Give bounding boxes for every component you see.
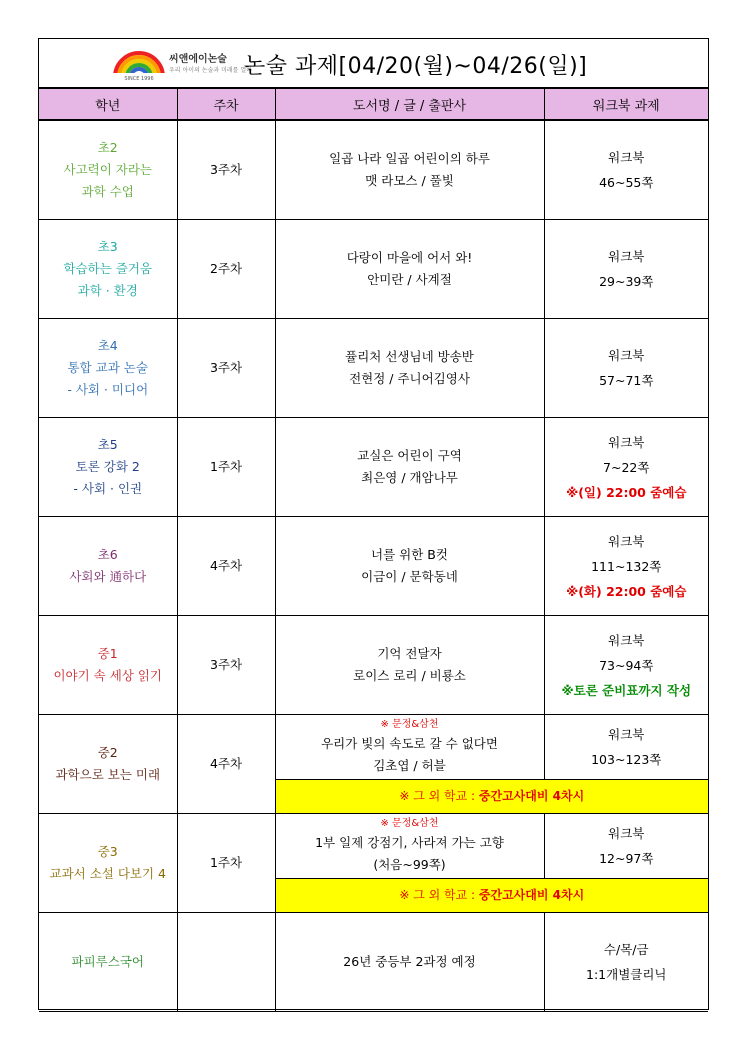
other-school-text: 중간고사대비 4차시 bbox=[478, 789, 585, 803]
workbook-cell bbox=[544, 913, 708, 1012]
workbook-line: 12~97쪽 bbox=[599, 851, 654, 866]
week-cell: 1주차 bbox=[177, 418, 275, 517]
book-line: 26년 중등부 2과정 예정 bbox=[343, 954, 476, 969]
grade-line: 초4 bbox=[97, 338, 118, 353]
book-line: 기억 전달자 bbox=[377, 646, 442, 661]
book-cell bbox=[275, 913, 544, 1012]
book-cell bbox=[275, 616, 544, 715]
workbook-line: 워크북 bbox=[608, 434, 645, 450]
header bbox=[39, 39, 708, 89]
workbook-note: ※토론 준비표까지 작성 bbox=[561, 682, 692, 698]
grade-cell bbox=[39, 319, 177, 418]
workbook-cell bbox=[544, 220, 708, 319]
table-row bbox=[39, 814, 708, 879]
book-line: 다랑이 마을에 어서 와! bbox=[346, 250, 473, 265]
page-title: 논술 과제[04/20(월)~04/26(일)] bbox=[244, 54, 588, 79]
workbook-cell bbox=[544, 814, 708, 879]
svg-text:SINCE 1996: SINCE 1996 bbox=[124, 76, 154, 82]
workbook-line: 워크북 bbox=[608, 727, 645, 742]
table-row bbox=[39, 517, 708, 616]
grade-line: 초6 bbox=[97, 547, 118, 562]
grade-line: 중2 bbox=[97, 745, 118, 760]
book-line: 너를 위한 B컷 bbox=[371, 547, 448, 562]
table-row bbox=[39, 418, 708, 517]
grade-line: 교과서 소설 다보기 4 bbox=[49, 866, 166, 881]
grade-cell bbox=[39, 616, 177, 715]
table-row bbox=[39, 616, 708, 715]
book-line: 퓰리처 선생님네 방송반 bbox=[345, 349, 474, 364]
table-row bbox=[39, 319, 708, 418]
workbook-line: 워크북 bbox=[608, 150, 645, 165]
grade-cell bbox=[39, 517, 177, 616]
other-school-cell bbox=[275, 780, 708, 814]
table-row bbox=[39, 715, 708, 780]
book-line: 맷 라모스 / 풀빛 bbox=[365, 173, 454, 188]
grade-cell bbox=[39, 913, 177, 1012]
table-row bbox=[39, 220, 708, 319]
grade-line: 초5 bbox=[97, 437, 118, 452]
logo-main-text: 씨앤에이논술 bbox=[169, 54, 227, 65]
workbook-cell bbox=[544, 319, 708, 418]
grade-line: 사고력이 자라는 bbox=[63, 162, 152, 177]
workbook-cell bbox=[544, 120, 708, 220]
grade-cell bbox=[39, 418, 177, 517]
workbook-line: 워크북 bbox=[608, 348, 645, 363]
grade-line: 초3 bbox=[97, 239, 118, 254]
grade-line: - 사회 · 미디어 bbox=[67, 382, 149, 397]
week-cell: 3주차 bbox=[177, 120, 275, 220]
book-line: (처음~99쪽) bbox=[373, 857, 446, 872]
document-frame bbox=[38, 38, 709, 1010]
grade-line: 과학 · 환경 bbox=[77, 283, 138, 298]
grade-cell bbox=[39, 120, 177, 220]
other-school-cell bbox=[275, 879, 708, 913]
workbook-line: 워크북 bbox=[608, 632, 645, 648]
book-cell bbox=[275, 517, 544, 616]
grade-line: 사회와 通하다 bbox=[69, 569, 147, 584]
week-cell: 4주차 bbox=[177, 517, 275, 616]
book-line: 일곱 나라 일곱 어린이의 하루 bbox=[329, 151, 490, 166]
workbook-line: 29~39쪽 bbox=[599, 274, 654, 289]
table-row bbox=[39, 913, 708, 1012]
week-cell: 3주차 bbox=[177, 616, 275, 715]
workbook-line: 103~123쪽 bbox=[591, 752, 662, 767]
grade-cell bbox=[39, 814, 177, 913]
workbook-line: 1:1개별클리닉 bbox=[586, 967, 667, 982]
assignment-table bbox=[39, 89, 708, 1012]
grade-line: 파피루스국어 bbox=[71, 954, 144, 969]
logo-sub-text: 우리 아이의 논술과 미래를 열다 bbox=[169, 67, 252, 74]
book-line: 1부 일제 강점기, 사라져 가는 고향 bbox=[315, 835, 504, 850]
grade-line: 통합 교과 논술 bbox=[67, 360, 148, 375]
workbook-line: 워크북 bbox=[608, 249, 645, 264]
grade-line: 과학으로 보는 미래 bbox=[55, 767, 161, 782]
rainbow-logo-icon bbox=[111, 43, 167, 83]
table-header-row bbox=[39, 89, 708, 120]
logo bbox=[111, 43, 252, 83]
other-school-text: 중간고사대비 4차시 bbox=[478, 888, 585, 902]
book-note: ※ 문정&삼천 bbox=[380, 818, 439, 829]
workbook-line: 워크북 bbox=[608, 533, 645, 549]
other-school-prefix: ※ 그 외 학교 : bbox=[399, 789, 479, 803]
book-cell bbox=[275, 814, 544, 879]
book-line: 최은영 / 개암나무 bbox=[361, 470, 458, 485]
grade-line: 학습하는 즐거움 bbox=[63, 261, 152, 276]
book-line: 이금이 / 문학동네 bbox=[361, 569, 458, 584]
workbook-cell bbox=[544, 517, 708, 616]
book-line: 교실은 어린이 구역 bbox=[357, 448, 462, 463]
grade-line: 초2 bbox=[97, 140, 118, 155]
book-cell bbox=[275, 220, 544, 319]
grade-line: 중1 bbox=[97, 646, 118, 661]
book-cell bbox=[275, 715, 544, 780]
grade-line: 과학 수업 bbox=[81, 184, 134, 199]
column-header-workbook: 워크북 과제 bbox=[544, 89, 708, 120]
workbook-line: 수/목/금 bbox=[603, 942, 649, 957]
book-line: 안미란 / 사계절 bbox=[367, 272, 452, 287]
grade-line: 토론 강화 2 bbox=[75, 459, 140, 474]
book-line: 김초엽 / 허블 bbox=[373, 758, 446, 773]
book-line: 우리가 빛의 속도로 갈 수 없다면 bbox=[321, 736, 498, 751]
book-note: ※ 문정&삼천 bbox=[380, 719, 439, 730]
column-header-grade: 학년 bbox=[39, 89, 177, 120]
workbook-line: 워크북 bbox=[608, 826, 645, 841]
week-cell: 3주차 bbox=[177, 319, 275, 418]
workbook-note: ※(일) 22:00 줌예습 bbox=[566, 484, 687, 500]
book-line: 로이스 로리 / 비룡소 bbox=[353, 668, 466, 683]
book-cell bbox=[275, 319, 544, 418]
workbook-line: 7~22쪽 bbox=[603, 459, 650, 475]
workbook-line: 57~71쪽 bbox=[599, 373, 654, 388]
column-header-week: 주차 bbox=[177, 89, 275, 120]
book-cell bbox=[275, 120, 544, 220]
workbook-cell bbox=[544, 616, 708, 715]
column-header-book: 도서명 / 글 / 출판사 bbox=[275, 89, 544, 120]
grade-line: 이야기 속 세상 읽기 bbox=[53, 668, 163, 683]
week-cell: 4주차 bbox=[177, 715, 275, 814]
grade-line: - 사회 · 인권 bbox=[73, 481, 143, 496]
workbook-line: 73~94쪽 bbox=[599, 657, 654, 673]
workbook-cell bbox=[544, 418, 708, 517]
week-cell: 1주차 bbox=[177, 814, 275, 913]
week-cell: 2주차 bbox=[177, 220, 275, 319]
workbook-line: 46~55쪽 bbox=[599, 175, 654, 190]
book-line: 전현정 / 주니어김영사 bbox=[349, 371, 470, 386]
workbook-line: 111~132쪽 bbox=[591, 558, 662, 574]
grade-cell bbox=[39, 220, 177, 319]
week-cell bbox=[177, 913, 275, 1012]
book-cell bbox=[275, 418, 544, 517]
grade-line: 중3 bbox=[97, 844, 118, 859]
table-row bbox=[39, 120, 708, 220]
grade-cell bbox=[39, 715, 177, 814]
workbook-cell bbox=[544, 715, 708, 780]
workbook-note: ※(화) 22:00 줌예습 bbox=[566, 583, 687, 599]
other-school-prefix: ※ 그 외 학교 : bbox=[399, 888, 479, 902]
